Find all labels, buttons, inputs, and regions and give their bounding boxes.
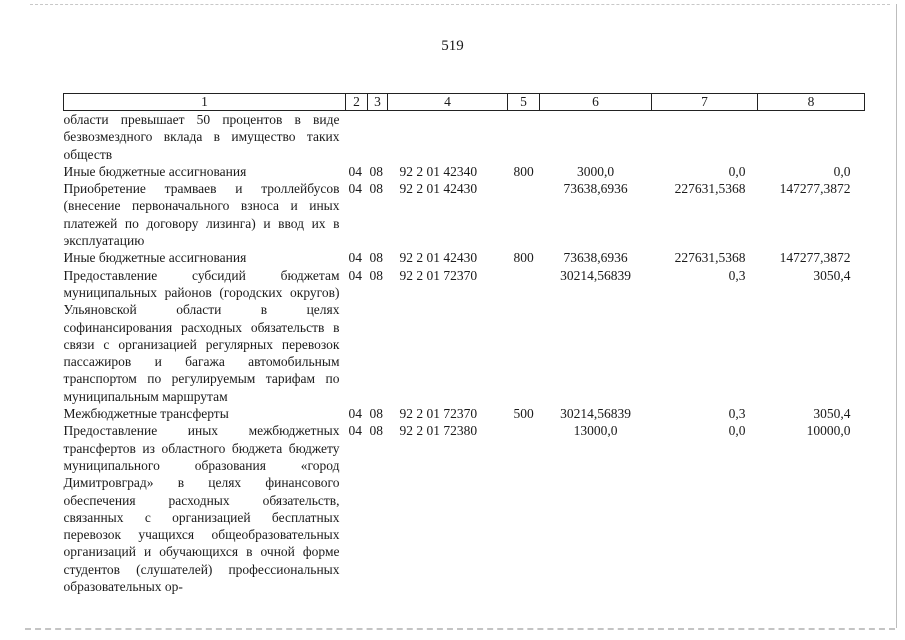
row-target-code: 92 2 01 72370 [399,406,478,422]
header-col-3: 3 [368,94,388,111]
row-section: 04 [348,181,362,197]
row-name: Иные бюджетные ассигнования [63,250,247,266]
table-row [64,249,865,266]
row-expense-type [508,180,540,249]
row-name: Предоставление субсидий бюджетам муниципальных районов (городских округов) Ульяновской области в целях софинансирования расходных обязательств в связи с организацией регулярных перевозок пассажиров и багажа автомобильным транспортом по регулируемым тарифам по муниципальным маршрутам [63,267,340,404]
row-amount-7: 0,0 [728,423,746,439]
row-name: Приобретение трамваев и троллейбусов (внесение первоначального взноса и иных платежей по договору лизинга) и ввод их в эксплуатацию [63,181,340,249]
row-subsection: 08 [369,267,383,283]
table-row [64,163,865,180]
row-amount-7 [652,111,758,163]
row-name: Предоставление иных межбюджетных трансфертов из областного бюджета бюджету муниципального образования «город Димитровград» в целях финансового обеспечения расходных обязательств, связанных с организацией бесплатных перевозок учащихся общеобразовательных организаций и обучающихся в очной форме студентов (слушателей) профессиональных образовательных ор- [63,423,340,595]
row-subsection: 08 [369,423,383,439]
row-target-code: 92 2 01 42430 [399,250,478,266]
row-subsection: 08 [369,406,383,422]
row-section: 04 [348,250,362,266]
table-row [64,180,865,249]
row-amount-6: 3000,0 [576,163,615,179]
row-amount-7: 0,0 [728,163,746,179]
row-target-code: 92 2 01 42430 [399,181,478,197]
table-row [64,422,865,595]
row-target-code: 92 2 01 72370 [399,267,478,283]
row-amount-8: 147277,3872 [779,181,851,197]
row-amount-6 [540,111,652,163]
header-col-7: 7 [652,94,758,111]
row-subsection: 08 [369,250,383,266]
row-amount-6: 73638,6936 [563,181,628,197]
row-section: 04 [348,267,362,283]
row-section [346,111,368,163]
row-expense-type [508,267,540,405]
row-subsection [368,111,388,163]
budget-table [63,93,865,595]
page-right-edge [896,4,897,628]
row-expense-type: 500 [513,406,534,422]
row-name: области превышает 50 процентов в виде безвозмездного вклада в имущество таких обществ [63,112,340,162]
table-row [64,405,865,422]
row-amount-6: 30214,56839 [560,267,631,283]
row-target-code: 92 2 01 72380 [399,423,478,439]
row-section: 04 [348,423,362,439]
table-row [64,267,865,405]
row-target-code: 92 2 01 42340 [399,163,478,179]
row-amount-6: 13000,0 [573,423,618,439]
page-number: 519 [441,38,464,54]
page-bottom-edge [25,628,895,630]
table-row [64,111,865,163]
row-section: 04 [348,406,362,422]
page-top-edge [30,4,890,5]
header-col-2: 2 [346,94,368,111]
row-target-code [388,111,508,163]
row-amount-6: 30214,56839 [560,406,631,422]
row-expense-type: 800 [513,250,534,266]
row-amount-8 [758,111,865,163]
header-col-1: 1 [64,94,346,111]
row-amount-7: 227631,5368 [674,181,746,197]
row-amount-8: 3050,4 [813,406,851,422]
row-amount-8: 147277,3872 [779,250,851,266]
header-col-6: 6 [540,94,652,111]
row-amount-7: 227631,5368 [674,250,746,266]
header-col-4: 4 [388,94,508,111]
row-amount-8: 10000,0 [806,423,851,439]
row-amount-7: 0,3 [728,406,746,422]
row-expense-type [508,111,540,163]
row-subsection: 08 [369,181,383,197]
row-name: Межбюджетные трансферты [63,406,229,422]
row-amount-8: 3050,4 [813,267,851,283]
row-amount-8: 0,0 [833,163,851,179]
row-amount-6: 73638,6936 [563,250,628,266]
table-header-row [64,94,865,111]
header-col-5: 5 [508,94,540,111]
row-expense-type [508,422,540,595]
row-expense-type: 800 [513,163,534,179]
row-name: Иные бюджетные ассигнования [63,163,247,179]
row-section: 04 [348,163,362,179]
row-amount-7: 0,3 [728,267,746,283]
row-subsection: 08 [369,163,383,179]
header-col-8: 8 [758,94,865,111]
